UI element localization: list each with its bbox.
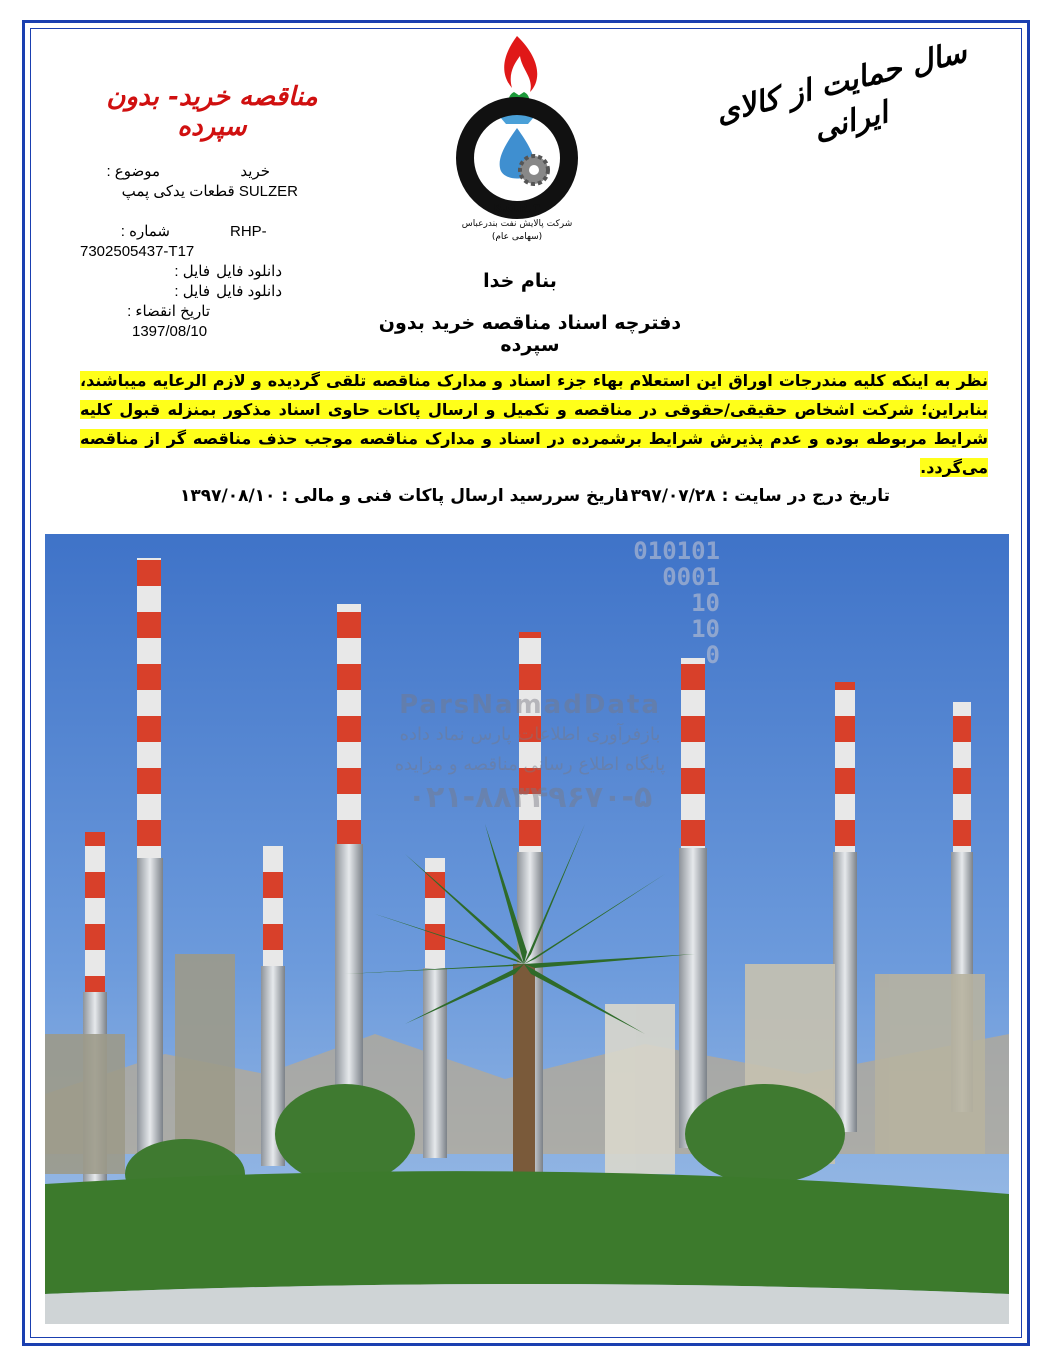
watermark-bits-line: 0 bbox=[705, 641, 720, 669]
terms-notice-text: نظر به اینکه کلیه مندرجات اوراق این استعلام بهاء جزء اسناد و مدارک مناقصه تلقی گردیده و لازم الرعایه میباشند، بنابراین؛ شرکت اشخاص حقیقی/حقوقی در مناقصه و تکمیل و ارسال پاکات حاوی اسناد مذکور بمنزله قبول کلیه شرایط مربوطه بوده و عدم پذیرش شرایط برشمرده در اسناد و مدارک مناقصه موجب حذف مناقصه گر از مناقصه می‌گردد. bbox=[80, 371, 988, 477]
document-title: دفترچه اسناد مناقصه خرید بدون سپرده bbox=[378, 312, 682, 356]
submission-deadline: تاریخ سررسید ارسال پاکات فنی و مالی : ۱۳۹۷/۰۸/۱۰ bbox=[180, 486, 628, 506]
watermark-binary bbox=[560, 538, 720, 668]
number-value-part2: 7302505437-T17 bbox=[80, 243, 195, 260]
logo-company-type: (سهامی عام) bbox=[491, 232, 543, 242]
borc-logo bbox=[442, 36, 592, 246]
watermark-bits-line: 10 bbox=[691, 589, 720, 617]
refinery-photo bbox=[45, 534, 1009, 1324]
logo-company-name: شرکت پالایش نفت بندرعباس bbox=[461, 219, 573, 229]
bismillah-heading: بنام خدا bbox=[483, 270, 557, 292]
expiry-value: 1397/08/10 bbox=[132, 323, 208, 340]
watermark-line1: بازفرآوری اطلاعات پارس نماد داده bbox=[399, 724, 661, 745]
watermark-bits-line: 010101 bbox=[633, 537, 720, 565]
tender-type-title: مناقصه خرید- بدون سپرده bbox=[106, 82, 318, 142]
posted-date: تاریخ درج در سایت : ۱۳۹۷/۰۷/۲۸ bbox=[620, 486, 890, 506]
subject-value: خرید bbox=[240, 163, 270, 180]
subject-label: موضوع : bbox=[106, 163, 160, 180]
subject-detail: SULZER قطعات یدکی پمپ bbox=[121, 183, 298, 200]
number-value-part1: RHP- bbox=[230, 223, 267, 240]
logo-acronym: B.O.R.C bbox=[493, 202, 541, 215]
file1-label: فایل : bbox=[174, 263, 210, 280]
watermark-phone: ۰۲۱-۸۸۳۴۹۶۷۰-۵ bbox=[407, 780, 653, 815]
file1-download-link[interactable]: دانلود فایل bbox=[216, 263, 282, 280]
terms-notice bbox=[80, 366, 988, 482]
tender-meta bbox=[80, 162, 310, 342]
watermark-bits-line: 0001 bbox=[662, 563, 720, 591]
file2-download-link[interactable]: دانلود فایل bbox=[216, 283, 282, 300]
expiry-label: تاریخ انقضاء : bbox=[127, 303, 210, 320]
year-slogan: سال حمایت از کالای ایرانی bbox=[712, 34, 971, 148]
watermark-line2: پایگاه اطلاع رسانی مناقصه و مزایده bbox=[394, 754, 666, 775]
watermark-brand: ParsNamadData bbox=[399, 690, 661, 720]
file2-label: فایل : bbox=[174, 283, 210, 300]
watermark-bits-line: 10 bbox=[691, 615, 720, 643]
number-label: شماره : bbox=[120, 223, 170, 240]
